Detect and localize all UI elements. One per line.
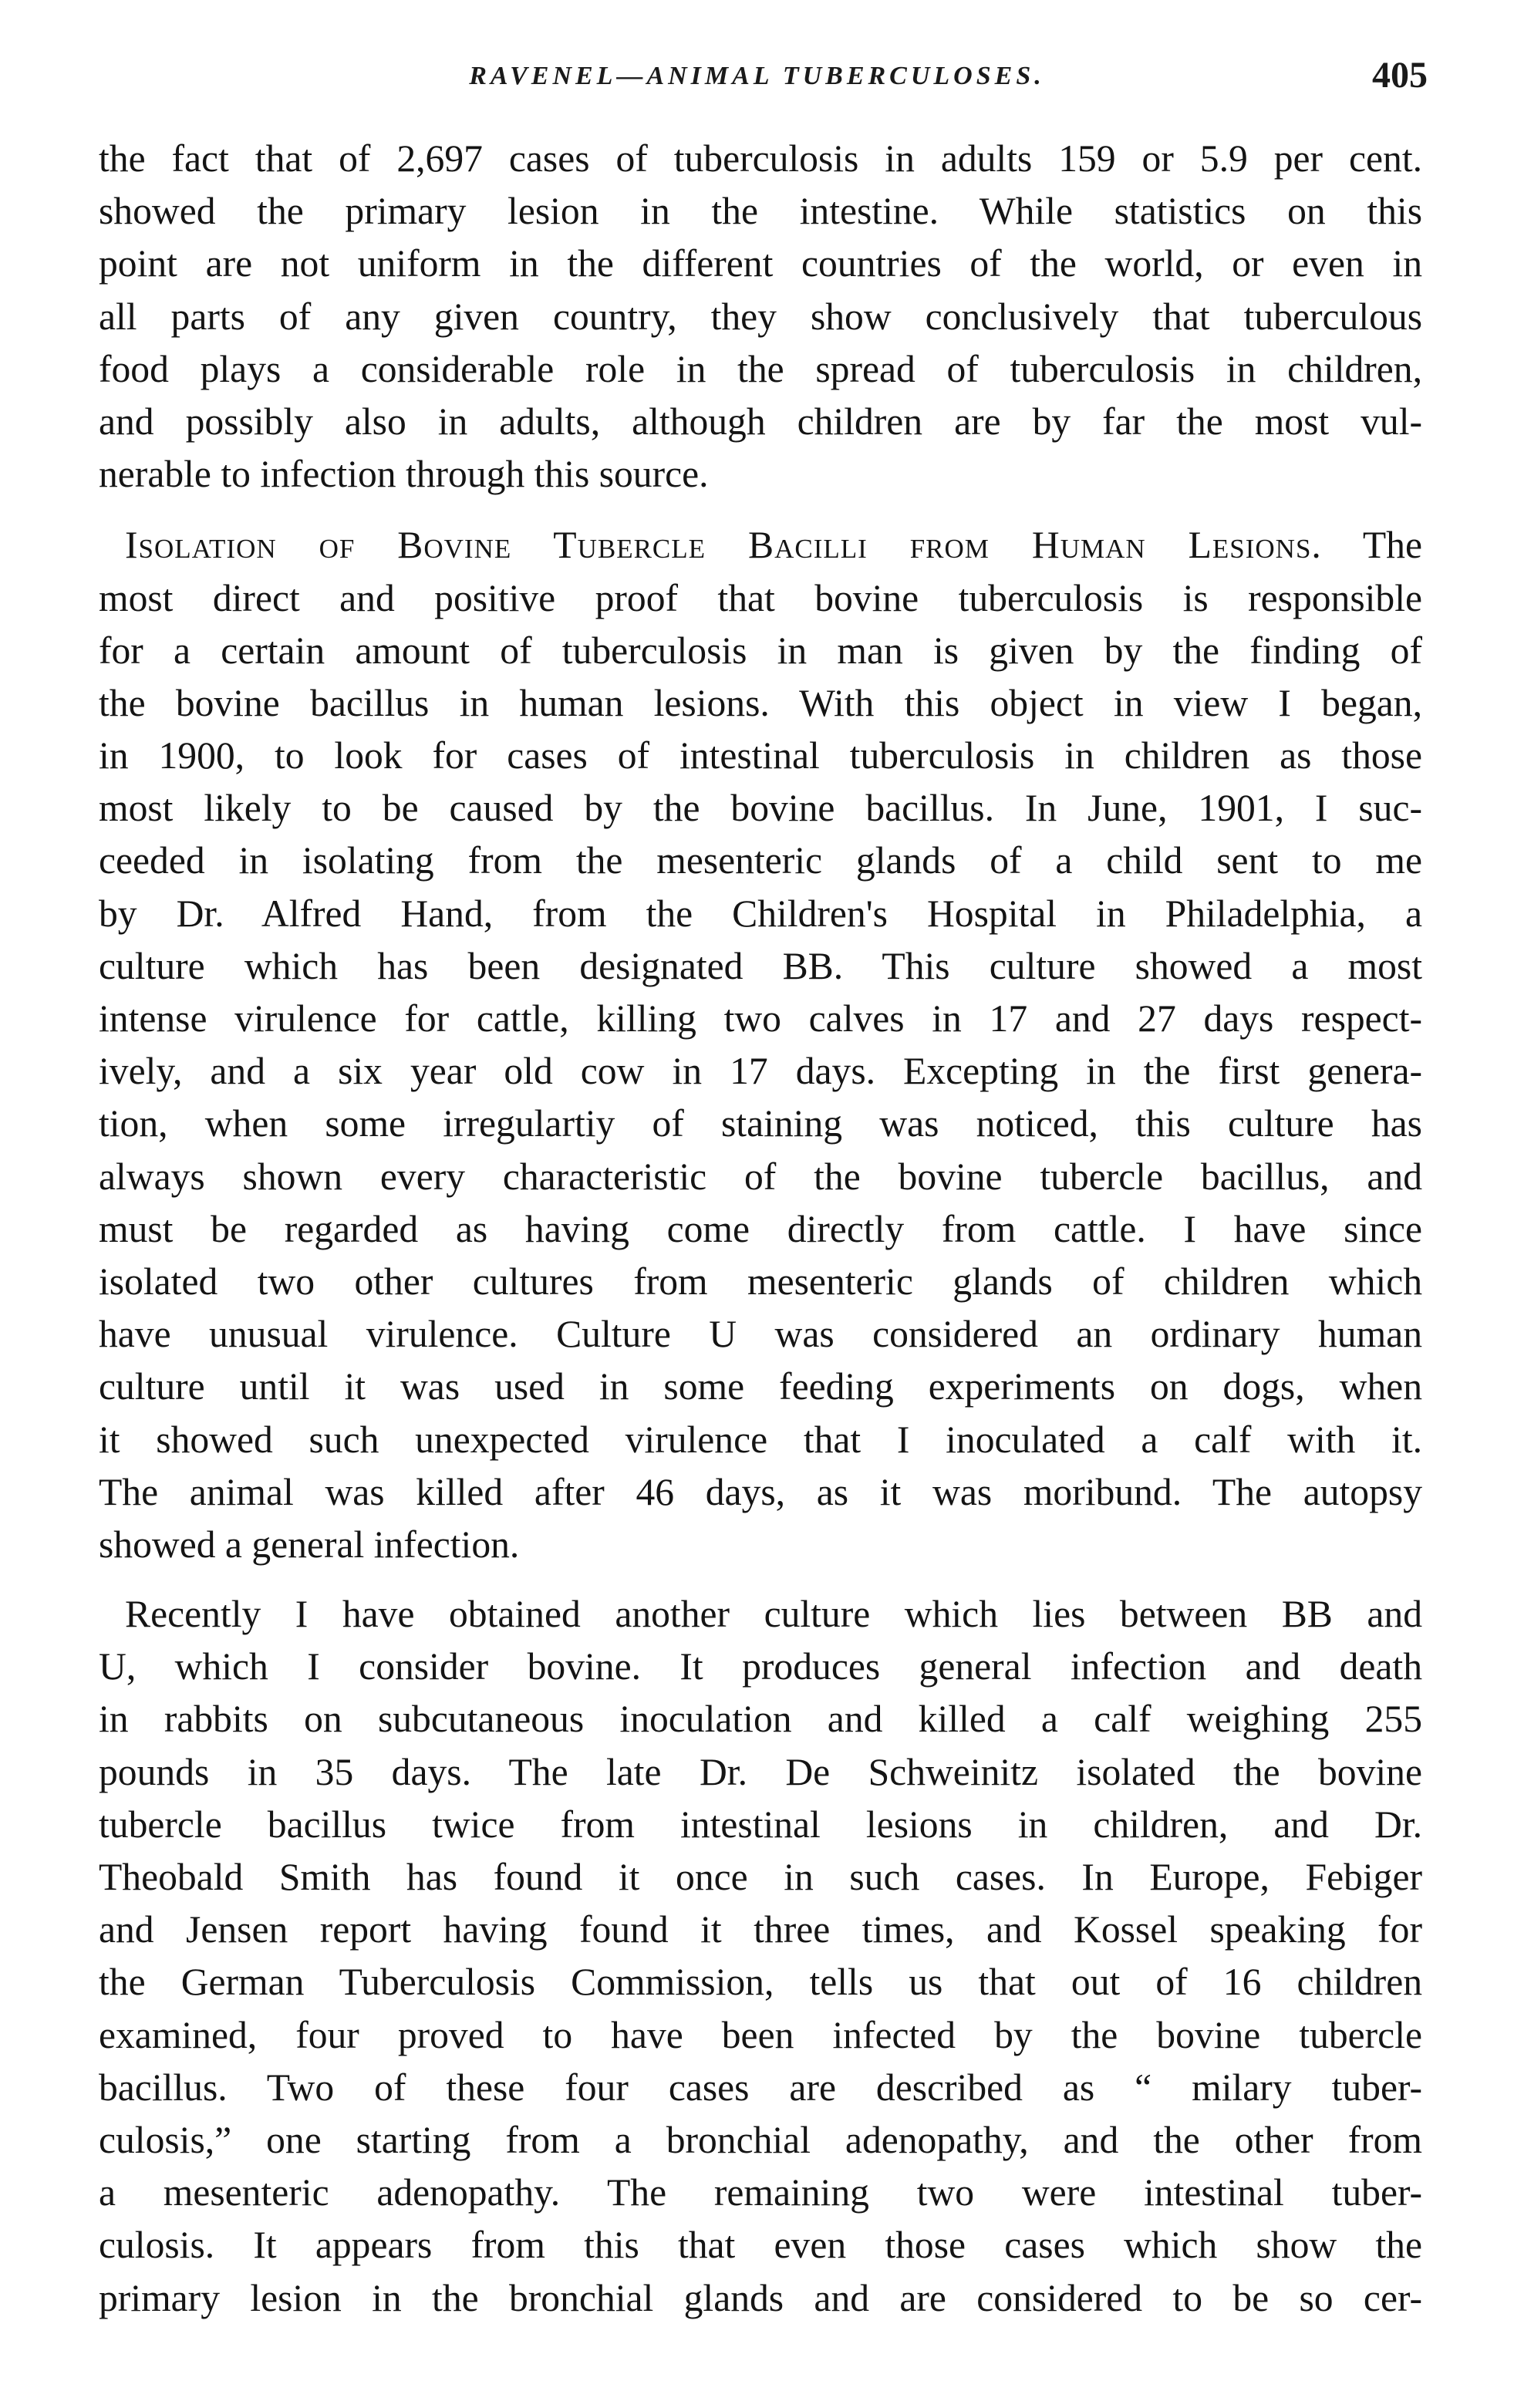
text-line: food plays a considerable role in the spread of tuberculosis in children, — [99, 347, 1422, 390]
text-line: Theobald Smith has found it once in such cases. In Europe, Febiger — [99, 1856, 1422, 1898]
text-line: bacillus. Two of these four cases are described as “ milary tuber- — [99, 2066, 1422, 2109]
text-line: The animal was killed after 46 days, as it was moribund. The autopsy — [99, 1470, 1422, 1513]
text-line: culture until it was used in some feeding experiments on dogs, when — [99, 1365, 1422, 1408]
text-line: nerable to infection through this source. — [99, 453, 709, 496]
text-line: have unusual virulence. Culture U was considered an ordinary human — [99, 1313, 1422, 1356]
text-line: for a certain amount of tuberculosis in man is given by the finding of — [99, 629, 1422, 672]
text-line: Recently I have obtained another culture which lies between BB and — [125, 1593, 1422, 1636]
text-line: in rabbits on subcutaneous inoculation and killed a calf weighing 255 — [99, 1698, 1422, 1741]
text-line: always shown every characteristic of the bovine tubercle bacillus, and — [99, 1155, 1422, 1198]
text-line: showed the primary lesion in the intestine. While statistics on this — [99, 190, 1422, 233]
text-line: most direct and positive proof that bovine tuberculosis is responsible — [99, 576, 1422, 619]
text-line: most likely to be caused by the bovine bacillus. In June, 1901, I suc- — [99, 787, 1422, 830]
text-line: culosis. It appears from this that even those cases which show the — [99, 2224, 1422, 2267]
running-title: RAVENEL—ANIMAL TUBERCULOSES. — [469, 62, 1045, 90]
text-line: by Dr. Alfred Hand, from the Children's Hospital in Philadelphia, a — [99, 892, 1422, 935]
text-line: U, which I consider bovine. It produces general infection and death — [99, 1645, 1422, 1688]
text-line: all parts of any given country, they show conclusively that tuberculous — [99, 295, 1422, 338]
section-heading: Isolation of Bovine Tubercle Bacilli from Human Lesions. — [125, 524, 1322, 567]
page-number: 405 — [1372, 55, 1428, 96]
text-line: ively, and a six year old cow in 17 days. Excepting in the first genera- — [99, 1050, 1422, 1093]
running-header — [0, 48, 1514, 110]
text-line: culosis,” one starting from a bronchial adenopathy, and the other from — [99, 2118, 1422, 2161]
text-line: must be regarded as having come directly from cattle. I have since — [99, 1207, 1422, 1250]
paragraph-2 — [99, 519, 1422, 1571]
text-line: showed a general infection. — [99, 1523, 520, 1566]
text-line: the fact that of 2,697 cases of tuberculosis in adults 159 or 5.9 per cent. — [99, 137, 1422, 180]
text-line: point are not uniform in the different countries of the world, or even in — [99, 242, 1422, 285]
text-line: pounds in 35 days. The late Dr. De Schweinitz isolated the bovine — [99, 1750, 1422, 1793]
text-line: culture which has been designated BB. This culture showed a most — [99, 944, 1422, 987]
text-line: intense virulence for cattle, killing two calves in 17 and 27 days respect- — [99, 997, 1422, 1040]
paragraph-spacer — [99, 1571, 1422, 1588]
text-line: the German Tuberculosis Commission, tells us that out of 16 children — [99, 1961, 1422, 2004]
body-text — [99, 133, 1422, 2325]
section-heading-line — [99, 519, 1422, 572]
text-line: and possibly also in adults, although children are by far the most vul- — [99, 400, 1422, 443]
text-line: tion, when some irregulartiy of staining was noticed, this culture has — [99, 1102, 1422, 1145]
text-line: in 1900, to look for cases of intestinal tuberculosis in children as those — [99, 734, 1422, 777]
paragraph-spacer — [99, 501, 1422, 519]
heading-continuation: The — [1321, 524, 1422, 567]
paragraph-3 — [99, 1588, 1422, 2325]
text-line: ceeded in isolating from the mesenteric glands of a child sent to me — [99, 839, 1422, 882]
text-line: isolated two other cultures from mesenteric glands of children which — [99, 1260, 1422, 1303]
text-line: the bovine bacillus in human lesions. With this object in view I began, — [99, 681, 1422, 724]
text-line: and Jensen report having found it three times, and Kossel speaking for — [99, 1908, 1422, 1951]
text-line: a mesenteric adenopathy. The remaining two were intestinal tuber- — [99, 2171, 1422, 2214]
text-line: examined, four proved to have been infected by the bovine tubercle — [99, 2013, 1422, 2056]
text-line: primary lesion in the bronchial glands and are considered to be so cer- — [99, 2276, 1422, 2319]
text-line: it showed such unexpected virulence that I inoculated a calf with it. — [99, 1418, 1422, 1461]
text-line: tubercle bacillus twice from intestinal lesions in children, and Dr. — [99, 1803, 1422, 1846]
paragraph-1 — [99, 133, 1422, 501]
